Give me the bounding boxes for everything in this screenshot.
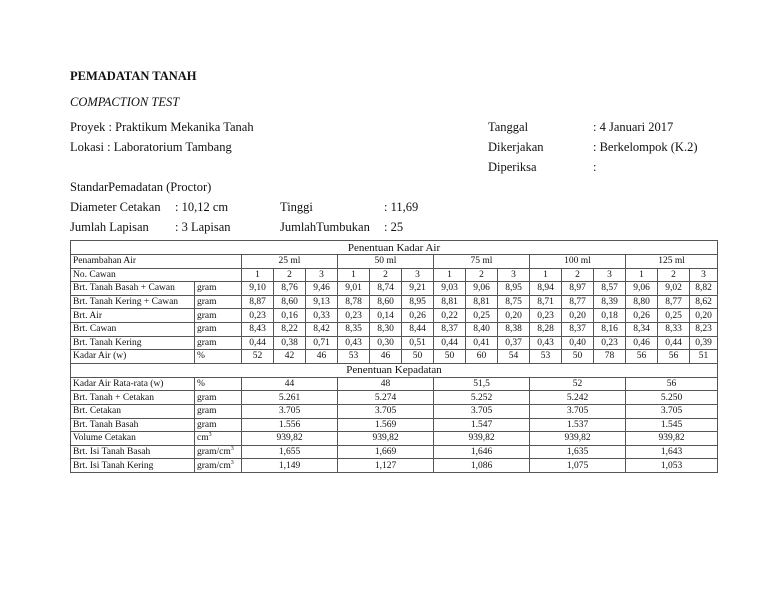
table-cell: 0,23 [530, 309, 562, 323]
diperiksa-label: Diperiksa [488, 160, 537, 174]
unit-text: cm [197, 433, 209, 444]
table-cell: 0,43 [530, 336, 562, 350]
table-cell: 8,95 [402, 295, 434, 309]
table-cell: 0,23 [594, 336, 626, 350]
table-cell: 8,28 [530, 322, 562, 336]
table-cell: 3.705 [338, 404, 434, 418]
table-cell: 8,39 [594, 295, 626, 309]
tanggal-value: : 4 Januari 2017 [593, 120, 674, 134]
cawan-number: 1 [338, 268, 370, 282]
volume-header: 25 ml [242, 255, 338, 269]
cawan-number: 3 [306, 268, 338, 282]
table-cell: 0,40 [562, 336, 594, 350]
table-cell: 51 [690, 350, 718, 364]
table-cell: 1,669 [338, 445, 434, 459]
table-cell: 8,95 [498, 282, 530, 296]
table-cell: 8,23 [690, 322, 718, 336]
table-cell: 9,46 [306, 282, 338, 296]
row-unit [195, 445, 242, 459]
row-label: Brt. Air [71, 309, 195, 323]
table-cell: 50 [434, 350, 466, 364]
row-unit: gram [195, 295, 242, 309]
table-cell: 8,22 [274, 322, 306, 336]
table-cell: 1,086 [434, 459, 530, 473]
table-row [71, 255, 718, 269]
standar-line: StandarPemadatan (Proctor) [70, 180, 212, 194]
table-cell: 939,82 [338, 432, 434, 446]
table-cell: 939,82 [530, 432, 626, 446]
table-cell: 5.252 [434, 391, 530, 405]
table-cell: 0,25 [658, 309, 690, 323]
table-cell: 0,41 [466, 336, 498, 350]
row-unit [195, 459, 242, 473]
table-cell: 52 [242, 350, 274, 364]
table-cell: 0,38 [274, 336, 306, 350]
section-title-kepadatan: Penentuan Kepadatan [71, 363, 718, 377]
table-row [71, 282, 718, 296]
table-cell: 52 [530, 377, 626, 391]
table-row [71, 418, 718, 432]
table-cell: 8,60 [370, 295, 402, 309]
table-cell: 8,62 [690, 295, 718, 309]
table-cell: 8,43 [242, 322, 274, 336]
section-row [71, 363, 718, 377]
row-unit: gram [195, 282, 242, 296]
table-row [71, 445, 718, 459]
table-cell: 8,94 [530, 282, 562, 296]
cawan-number: 2 [658, 268, 690, 282]
table-cell: 9,06 [466, 282, 498, 296]
volume-header: 50 ml [338, 255, 434, 269]
table-cell: 5.250 [626, 391, 718, 405]
diperiksa-value: : [593, 160, 597, 174]
section-title-kadar-air: Penentuan Kadar Air [71, 241, 718, 255]
table-cell: 0,71 [306, 336, 338, 350]
table-cell: 56 [658, 350, 690, 364]
cawan-number: 2 [370, 268, 402, 282]
row-label: Kadar Air (w) [71, 350, 195, 364]
unit-superscript: 3 [230, 445, 234, 452]
table-cell: 9,02 [658, 282, 690, 296]
unit-text: gram [197, 392, 217, 403]
table-cell: 9,10 [242, 282, 274, 296]
cawan-number: 3 [690, 268, 718, 282]
table-cell: 9,06 [626, 282, 658, 296]
table-cell: 0,39 [690, 336, 718, 350]
row-label: Brt. Cawan [71, 322, 195, 336]
volume-header: 125 ml [626, 255, 718, 269]
row-unit [195, 418, 242, 432]
row-unit: % [195, 350, 242, 364]
cawan-number: 2 [274, 268, 306, 282]
row-unit [195, 404, 242, 418]
table-row [71, 432, 718, 446]
table-cell: 9,03 [434, 282, 466, 296]
cawan-number: 1 [626, 268, 658, 282]
row-label: Brt. Cetakan [71, 404, 195, 418]
table-cell: 0,51 [402, 336, 434, 350]
table-cell: 54 [498, 350, 530, 364]
table-cell: 9,01 [338, 282, 370, 296]
unit-text: gram [197, 419, 217, 430]
table-cell: 8,74 [370, 282, 402, 296]
table-cell: 0,26 [402, 309, 434, 323]
table-cell: 0,30 [370, 336, 402, 350]
table-cell: 1,149 [242, 459, 338, 473]
table-cell: 8,71 [530, 295, 562, 309]
table-cell: 939,82 [242, 432, 338, 446]
table-cell: 5.261 [242, 391, 338, 405]
table-cell: 8,57 [594, 282, 626, 296]
tinggi-value: : 11,69 [384, 200, 419, 214]
table-cell: 8,60 [274, 295, 306, 309]
row-label: Penambahan Air [71, 255, 242, 269]
table-cell: 1,127 [338, 459, 434, 473]
table-cell: 1,646 [434, 445, 530, 459]
cawan-number: 3 [402, 268, 434, 282]
cawan-number: 3 [594, 268, 626, 282]
table-cell: 0,44 [658, 336, 690, 350]
table-cell: 0,43 [338, 336, 370, 350]
row-label: Brt. Isi Tanah Kering [71, 459, 195, 473]
table-cell: 46 [306, 350, 338, 364]
row-label: Kadar Air Rata-rata (w) [71, 377, 195, 391]
table-cell: 939,82 [434, 432, 530, 446]
table-row [71, 309, 718, 323]
unit-superscript: 3 [230, 459, 234, 466]
row-label: Brt. Tanah Kering [71, 336, 195, 350]
row-unit [195, 391, 242, 405]
table-cell: 78 [594, 350, 626, 364]
table-cell: 8,80 [626, 295, 658, 309]
table-cell: 1,635 [530, 445, 626, 459]
row-label: Brt. Tanah + Cetakan [71, 391, 195, 405]
table-cell: 9,13 [306, 295, 338, 309]
cawan-number: 1 [242, 268, 274, 282]
row-label: Brt. Tanah Kering + Cawan [71, 295, 195, 309]
dikerjakan-label: Dikerjakan [488, 140, 544, 154]
table-cell: 1,655 [242, 445, 338, 459]
section-row [71, 241, 718, 255]
table-cell: 8,76 [274, 282, 306, 296]
table-cell: 0,25 [466, 309, 498, 323]
table-cell: 3.705 [242, 404, 338, 418]
table-cell: 50 [562, 350, 594, 364]
table-cell: 8,40 [466, 322, 498, 336]
table-cell: 44 [242, 377, 338, 391]
table-cell: 56 [626, 350, 658, 364]
table-row [71, 336, 718, 350]
table-cell: 0,46 [626, 336, 658, 350]
table-cell: 0,14 [370, 309, 402, 323]
table-cell: 53 [338, 350, 370, 364]
table-cell: 1.556 [242, 418, 338, 432]
doc-subtitle: COMPACTION TEST [70, 95, 180, 109]
lokasi-line: Lokasi : Laboratorium Tambang [70, 140, 232, 154]
table-cell: 48 [338, 377, 434, 391]
table-cell: 0,20 [562, 309, 594, 323]
cawan-number: 1 [434, 268, 466, 282]
table-cell: 0,22 [434, 309, 466, 323]
table-cell: 1.569 [338, 418, 434, 432]
cawan-number: 1 [530, 268, 562, 282]
table-cell: 1.545 [626, 418, 718, 432]
table-cell: 8,87 [242, 295, 274, 309]
table-cell: 0,18 [594, 309, 626, 323]
table-cell: 50 [402, 350, 434, 364]
table-cell: 0,44 [434, 336, 466, 350]
table-cell: 0,23 [338, 309, 370, 323]
tinggi-label: Tinggi [280, 200, 313, 214]
unit-superscript: 3 [208, 432, 212, 439]
table-cell: 3.705 [434, 404, 530, 418]
row-unit [195, 377, 242, 391]
cawan-number: 2 [466, 268, 498, 282]
table-cell: 8,34 [626, 322, 658, 336]
row-label: No. Cawan [71, 268, 242, 282]
table-cell: 5.242 [530, 391, 626, 405]
table-row [71, 295, 718, 309]
table-cell: 5.274 [338, 391, 434, 405]
lapisan-value: : 3 Lapisan [175, 220, 231, 234]
table-cell: 51,5 [434, 377, 530, 391]
table-cell: 8,81 [434, 295, 466, 309]
table-row [71, 459, 718, 473]
table-cell: 0,37 [498, 336, 530, 350]
unit-text: % [197, 379, 205, 390]
row-label: Brt. Isi Tanah Basah [71, 445, 195, 459]
table-row [71, 322, 718, 336]
table-cell: 0,44 [242, 336, 274, 350]
table-cell: 8,30 [370, 322, 402, 336]
table-cell: 0,26 [626, 309, 658, 323]
volume-header: 100 ml [530, 255, 626, 269]
doc-title: PEMADATAN TANAH [70, 69, 197, 83]
table-cell: 8,75 [498, 295, 530, 309]
table-cell: 8,16 [594, 322, 626, 336]
table-cell: 3.705 [626, 404, 718, 418]
table-cell: 0,23 [242, 309, 274, 323]
table-cell: 0,20 [498, 309, 530, 323]
compaction-table [70, 240, 718, 473]
table-cell: 56 [626, 377, 718, 391]
row-unit: gram [195, 336, 242, 350]
tumbukan-label: JumlahTumbukan [280, 220, 370, 234]
row-label: Brt. Tanah Basah + Cawan [71, 282, 195, 296]
table-cell: 9,21 [402, 282, 434, 296]
table-cell: 8,37 [562, 322, 594, 336]
dikerjakan-value: : Berkelompok (K.2) [593, 140, 698, 154]
unit-text: gram/cm [197, 460, 231, 471]
table-cell: 8,77 [562, 295, 594, 309]
table-cell: 46 [370, 350, 402, 364]
table-cell: 42 [274, 350, 306, 364]
cawan-number: 3 [498, 268, 530, 282]
table-cell: 1,053 [626, 459, 718, 473]
diameter-value: : 10,12 cm [175, 200, 229, 214]
lapisan-label: Jumlah Lapisan [70, 220, 149, 234]
proyek-line: Proyek : Praktikum Mekanika Tanah [70, 120, 254, 134]
table-cell: 939,82 [626, 432, 718, 446]
table-cell: 0,16 [274, 309, 306, 323]
row-unit: gram [195, 322, 242, 336]
table-row [71, 268, 718, 282]
table-row [71, 377, 718, 391]
row-label: Brt. Tanah Basah [71, 418, 195, 432]
table-cell: 60 [466, 350, 498, 364]
table-cell: 1,075 [530, 459, 626, 473]
table-cell: 1.547 [434, 418, 530, 432]
diameter-label: Diameter Cetakan [70, 200, 161, 214]
table-cell: 3.705 [530, 404, 626, 418]
table-cell: 1.537 [530, 418, 626, 432]
tumbukan-value: : 25 [384, 220, 404, 234]
table-cell: 8,44 [402, 322, 434, 336]
row-unit [195, 432, 242, 446]
table-cell: 8,38 [498, 322, 530, 336]
unit-text: gram/cm [197, 447, 231, 458]
unit-text: gram [197, 406, 217, 417]
table-cell: 8,37 [434, 322, 466, 336]
cawan-number: 2 [562, 268, 594, 282]
row-unit: gram [195, 309, 242, 323]
table-cell: 1,643 [626, 445, 718, 459]
table-cell: 8,97 [562, 282, 594, 296]
table-cell: 53 [530, 350, 562, 364]
table-row [71, 391, 718, 405]
row-label: Volume Cetakan [71, 432, 195, 446]
table-cell: 8,81 [466, 295, 498, 309]
volume-header: 75 ml [434, 255, 530, 269]
table-cell: 8,42 [306, 322, 338, 336]
table-cell: 0,33 [306, 309, 338, 323]
table-cell: 0,20 [690, 309, 718, 323]
table-cell: 8,77 [658, 295, 690, 309]
table-row [71, 350, 718, 364]
table-cell: 8,82 [690, 282, 718, 296]
table-row [71, 404, 718, 418]
table-cell: 8,35 [338, 322, 370, 336]
tanggal-label: Tanggal [488, 120, 529, 134]
table-cell: 8,78 [338, 295, 370, 309]
table-cell: 8,33 [658, 322, 690, 336]
